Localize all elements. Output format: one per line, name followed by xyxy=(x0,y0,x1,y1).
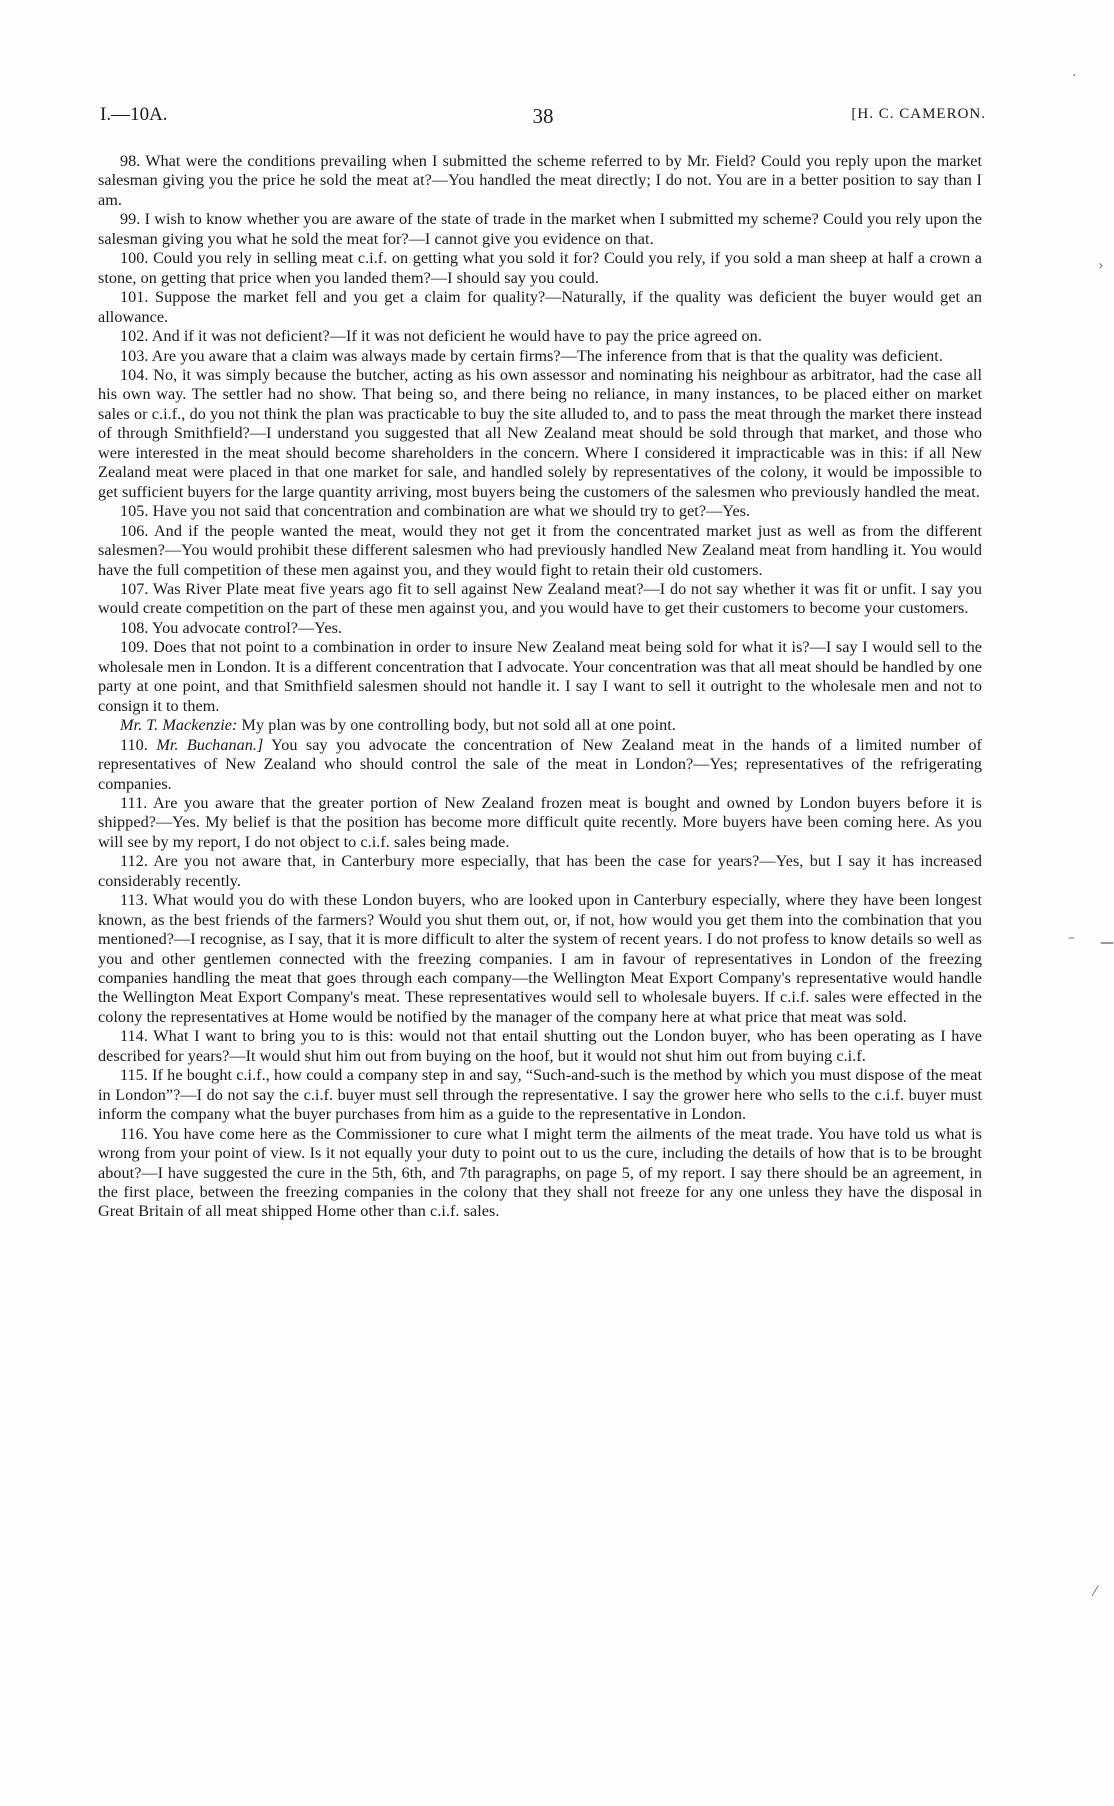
margin-slash-icon: ⁄ xyxy=(1094,1584,1097,1600)
paragraph-q104: 104. No, it was simply because the butcher, acting as his own assessor and nominating his neighbour as arbitrator, had the case all his own way. The settler had no show. That being so, and there being no reliance, in many instances, to be placed either on market sales or c.i.f., do you not think the plan was practicable to buy the site alluded to, and to pass the meat through the market there instead of through Smithfield?—I understand you suggested that all New Zealand meat should be sold through that market, and those who were interested in the meat should become shareholders in the concern. Where I considered it impracticable was in this: if all New Zealand meat were placed in that one market for sale, and handled solely by representatives of the colony, it would be impossible to get sufficient buyers for the large quantity arriving, most buyers being the customers of the salesmen who previously handled the meat. xyxy=(98,365,982,501)
paragraph-q101: 101. Suppose the market fell and you get a claim for quality?—Naturally, if the quality was deficient the buyer would get an allowance. xyxy=(98,288,982,326)
paragraph-q103: 103. Are you aware that a claim was always made by certain firms?—The inference from that is that the quality was deficient. xyxy=(120,346,943,365)
margin-dot-icon: · xyxy=(1072,68,1077,84)
paragraph-q107: 107. Was River Plate meat five years ago fit to sell against New Zealand meat?—I do not say whether it was fit or unfit. I say you would create competition on the part of these men against you, and you would have to get their customers to become your customers. xyxy=(98,579,982,618)
paragraph-q116: 116. You have come here as the Commissioner to cure what I might term the ailments of the meat trade. You have told us what is wrong from your point of view. Is it not equally your duty to point out to us the cure, including the details of how that is to be brought about?—I have suggested the cure in the 5th, 6th, and 7th paragraphs, on page 5, of my report. I say there should be an agreement, in the first place, between the freezing companies in the colony that they shall not freeze for any one unless they have the disposal in Great Britain of all meat shipped Home other than c.i.f. sales. xyxy=(98,1124,982,1221)
evidence-text xyxy=(98,152,982,1222)
paragraph-q98: 98. What were the conditions prevailing when I submitted the scheme referred to by Mr. Field? Could you reply upon the market salesman giving you the price he sold the meat at?—You handled the meat directly; I do not. You are in a better position to say than I am. xyxy=(98,152,982,209)
paragraph-q100: 100. Could you rely in selling meat c.i.f. on getting what you sold it for? Could you rely, if you sold a man sheep at half a crown a stone, on getting that price when you landed them?—I should say you could. xyxy=(98,249,982,287)
paragraph-q113: 113. What would you do with these London buyers, who are looked upon in Canterbury especially, where they have been longest known, as the best friends of the farmers? Would you shut them out, or, if not, how would you get them into the combination that you mentioned?—I recognise, as I say, that it is more difficult to alter the system of recent years. I do not profess to know details so well as you and other gentlemen connected with the freezing companies. I am in favour of representatives in London of the freezing companies handling the meat that goes through each company—the Wellington Meat Export Company's representative would handle the Wellington Meat Export Company's meat. These representatives would sell to wholesale buyers. If c.i.f. sales were effected in the colony the representatives at Home would be notified by the manager of the company here at what price that meat was sold. xyxy=(98,891,982,1026)
paragraph-q112: 112. Are you not aware that, in Canterbury more especially, that has been the case for years?—Yes, but I say it has increased considerably recently. xyxy=(98,852,982,890)
paragraph-mackenzie: Mr. T. Mackenzie: My plan was by one controlling body, but not sold all at one point. xyxy=(120,716,676,735)
paragraph-q114: 114. What I want to bring you to is this: would not that entail shutting out the London buyer, who has been operating as I have described for years?—It would shut him out from buying on the hoof, but it would not shut him out from buying c.i.f. xyxy=(98,1027,982,1065)
paragraph-q105: 105. Have you not said that concentration and combination are what we should try to get?—Yes. xyxy=(120,502,751,521)
paragraph-q106: 106. And if the people wanted the meat, would they not get it from the concentrated market just as well as from the different salesmen?—You would prohibit these different salesmen who had previously handled New Zealand meat from handling it. You would have the full competition of these men against you, and they would fight to retain their old customers. xyxy=(98,521,982,579)
margin-tick-icon: › xyxy=(1098,258,1104,274)
paragraph-q111: 111. Are you aware that the greater portion of New Zealand frozen meat is bought and owned by London buyers before it is shipped?—Yes. My belief is that the position has become more difficult quite recently. More buyers have been coming here. As you will see by my report, I do not object to c.i.f. sales being made. xyxy=(98,793,982,851)
speaker-name: Mr. Buchanan.] xyxy=(156,735,264,754)
paragraph-q99: 99. I wish to know whether you are aware of the state of trade in the market when I submitted my scheme? Could you rely upon the salesman giving you what he sold the meat for?—I cannot give you evidence on that. xyxy=(98,210,982,248)
paragraph-q115: 115. If he bought c.i.f., how could a company step in and say, “Such-and-such is the method by which you must dispose of the meat in London”?—I do not say the c.i.f. buyer must sell through the representative. I say the grower here who sells to the c.i.f. buyer must inform the company what the buyer purchases from him as a guide to the representative in London. xyxy=(98,1066,982,1124)
paragraph-q110: 110. Mr. Buchanan.] You say you advocate the concentration of New Zealand meat in the hands of a limited number of representatives of New Zealand who should control the sale of the meat in London?—Yes; representatives of the refrigerating companies. xyxy=(98,735,983,793)
page-header xyxy=(100,100,986,130)
speaker-name: Mr. T. Mackenzie: xyxy=(120,716,238,735)
paragraph-q109: 109. Does that not point to a combination in order to insure New Zealand meat being sold for what it is?—I say I would sell to the wholesale men in London. It is a different concentration that I advocate. Your concentration was that all meat should be handled by one party at one point, and that Smithfield salesmen should not handle it. I say I want to sell it outright to the wholesale men and not to consign it to them. xyxy=(98,638,982,715)
witness-name: [H. C. CAMERON. xyxy=(851,106,986,122)
page-number: 38 xyxy=(532,104,554,128)
margin-dash-icon: – xyxy=(1068,930,1075,946)
document-reference: I.—10A. xyxy=(100,104,168,125)
paragraph-q108: 108. You advocate control?—Yes. xyxy=(120,618,343,637)
paragraph-q102: 102. And if it was not deficient?—If it was not deficient he would have to pay the price agreed on. xyxy=(120,327,762,346)
margin-dash-icon: — xyxy=(1100,935,1114,951)
